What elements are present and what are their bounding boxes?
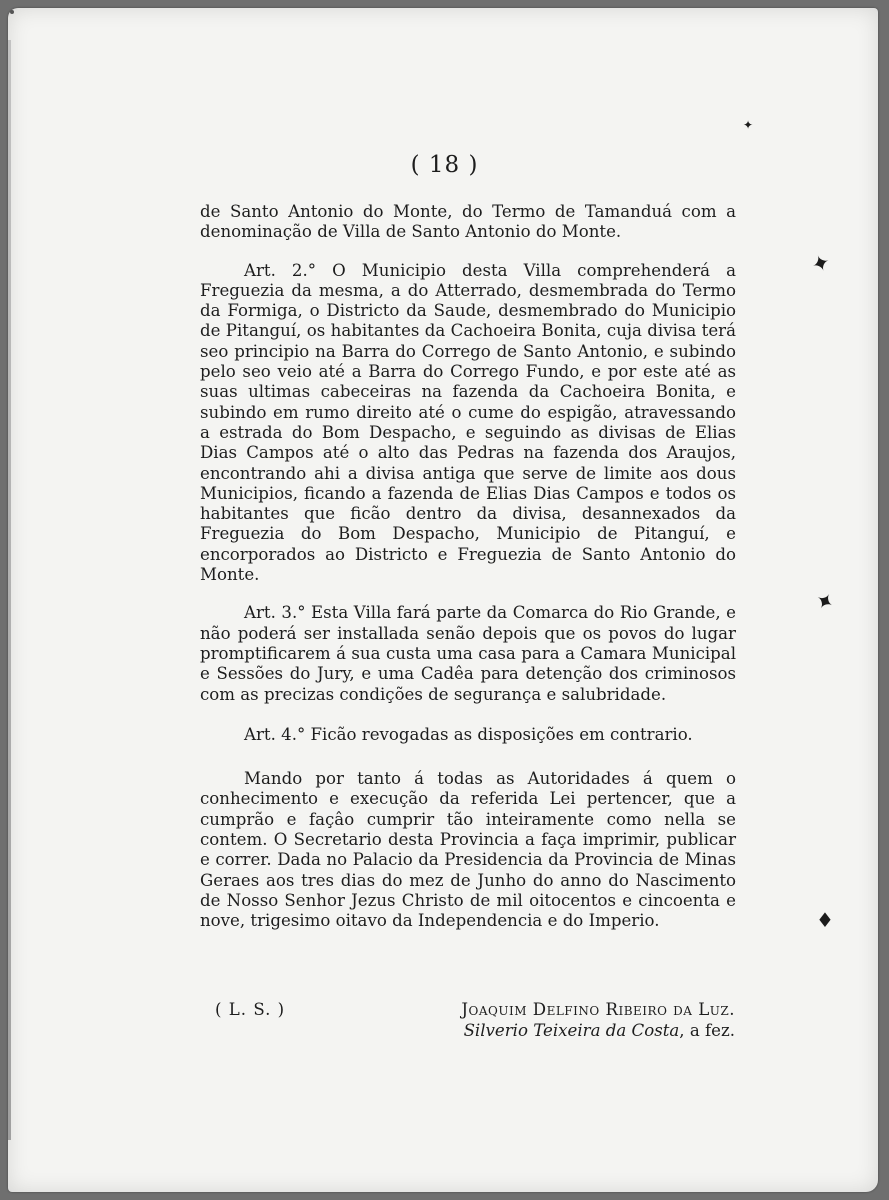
page-number: ( 18 ) bbox=[410, 152, 479, 178]
clerk-name: Silverio Teixeira da Costa bbox=[463, 1020, 680, 1040]
paragraph-continuation: de Santo Antonio do Monte, do Termo de Tamanduá com a denominação de Villa de Santo Antonio do Monte. bbox=[200, 202, 736, 242]
corner-speck bbox=[10, 10, 14, 14]
clerk-suffix: , a fez. bbox=[679, 1020, 735, 1040]
margin-mark-icon: ✦ bbox=[809, 587, 839, 618]
page-left-edge bbox=[8, 40, 11, 1140]
article-4-paragraph: Art. 4.° Ficão revogadas as disposições em contrario. bbox=[244, 724, 693, 744]
margin-mark-icon: ✦ bbox=[808, 249, 835, 280]
margin-mark-icon: ♦ bbox=[816, 908, 834, 932]
seal-mark: ( L. S. ) bbox=[215, 1000, 286, 1019]
seal-and-signatory-row bbox=[215, 1000, 735, 1021]
document-body bbox=[200, 202, 736, 932]
clerk-line bbox=[215, 1021, 735, 1042]
signature-block bbox=[215, 1000, 735, 1041]
margin-speck-icon: ✦ bbox=[743, 118, 754, 132]
signatory-name: Joaquim Delfino Ribeiro da Luz. bbox=[461, 1000, 735, 1019]
article-3-paragraph: Art. 3.° Esta Villa fará parte da Comarca do Rio Grande, e não poderá ser installada senão depois que os povos do lugar promptificarem á sua custa uma casa para a Camara Municipal e Sessões do Jury, e uma Cadêa para detenção dos criminosos com as precizas condições de segurança e salubridade. bbox=[200, 603, 736, 704]
article-2-paragraph: Art. 2.° O Municipio desta Villa comprehenderá a Freguezia da mesma, a do Atterrado, desmembrada do Termo da Formiga, o Districto da Saude, desmembrado do Municipio de Pitanguí, os habitantes da Cachoeira Bonita, cuja divisa terá seo principio na Barra do Corrego de Santo Antonio, e subindo pelo seo veio até a Barra do Corrego Fundo, e por este até as suas ultimas cabeceiras na fazenda da Cachoeira Bonita, e subindo em rumo direito até o cume do espigão, atravessando a estrada do Bom Despacho, e seguindo as divisas de Elias Dias Campos até o alto das Pedras na fazenda dos Araujos, encontrando ahi a divisa antiga que serve de limite aos dous Municipios, ficando a fazenda de Elias Dias Campos e todos os habitantes que ficão dentro da divisa, desannexados da Freguezia do Bom Despacho, Municipio de Pitanguí, e encorporados ao Districto e Freguezia de Santo Antonio do Monte. bbox=[200, 260, 736, 585]
mandate-paragraph: Mando por tanto á todas as Autoridades á quem o conhecimento e execução da referida Lei pertencer, que a cumprão e façâo cumprir tão inteiramente como nella se contem. O Secretario desta Provincia a faça imprimir, publicar e correr. Dada no Palacio da Presidencia da Provincia de Minas Geraes aos tres dias do mez de Junho do anno do Nascimento de Nosso Senhor Jezus Christo de mil oitocentos e cincoenta e nove, trigesimo oitavo da Independencia e do Imperio. bbox=[200, 769, 736, 931]
